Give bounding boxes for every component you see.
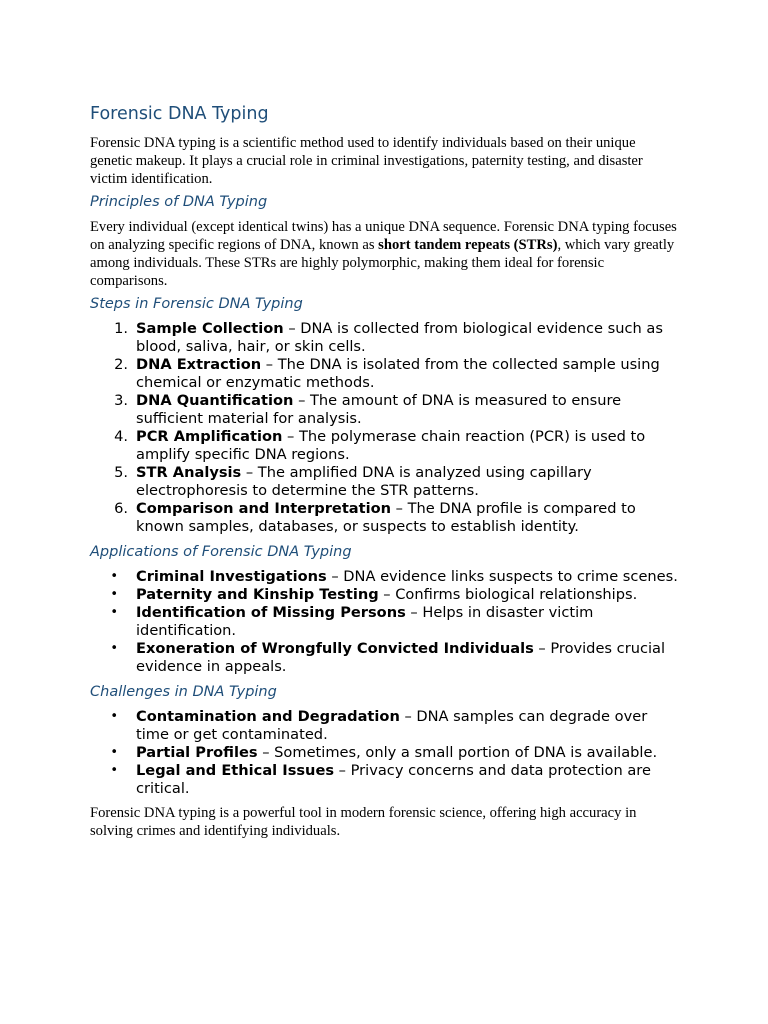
list-number: 4. [114,428,128,445]
list-item [90,356,680,392]
conclusion-paragraph: Forensic DNA typing is a powerful tool in modern forensic science, offering high accuracy in solving crimes and identifying individuals. [90,805,637,839]
challenges-list [90,708,680,798]
bullet-marker: • [110,587,118,602]
list-item [90,500,680,536]
item-term: Contamination and Degradation [136,708,400,725]
applications-list [90,568,680,676]
item-desc: – The DNA is isolated from the collected sample using chemical or enzymatic methods. [136,356,660,391]
intro-paragraph: Forensic DNA typing is a scientific method used to identify individuals based on their unique genetic makeup. It plays a crucial role in criminal investigations, paternity testing, and disaster victim identification. [90,135,643,187]
page-title: Forensic DNA Typing [90,104,269,124]
list-item [90,428,680,464]
item-term: DNA Quantification [136,392,294,409]
item-desc: – DNA samples can degrade over time or get contaminated. [136,708,648,743]
steps-heading: Steps in Forensic DNA Typing [90,296,303,312]
item-desc: – Privacy concerns and data protection are critical. [136,762,651,797]
item-desc: – Helps in disaster victim identification. [136,604,594,639]
list-number: 2. [114,356,128,373]
steps-list [90,320,680,536]
bullet-marker: • [110,745,118,760]
bullet-marker: • [110,709,118,724]
item-term: Paternity and Kinship Testing [136,586,379,603]
item-term: PCR Amplification [136,428,283,445]
item-term: Comparison and Interpretation [136,500,392,517]
list-number: 5. [114,464,128,481]
item-desc: – The polymerase chain reaction (PCR) is used to amplify specific DNA regions. [136,428,646,463]
item-desc: – The DNA profile is compared to known samples, databases, or suspects to establish identity. [136,500,636,535]
list-item [90,708,680,744]
item-term: DNA Extraction [136,356,262,373]
list-item [90,640,680,676]
item-term: STR Analysis [136,464,242,481]
list-number: 3. [114,392,128,409]
item-term: Sample Collection [136,320,284,337]
list-item [90,320,680,356]
list-item [90,464,680,500]
item-desc: – Sometimes, only a small portion of DNA is available. [257,744,658,761]
bullet-marker: • [110,605,118,620]
principles-text-after: , which vary greatly among individuals. These STRs are highly polymorphic, making them ideal for forensic comparisons. [90,237,675,289]
principles-heading: Principles of DNA Typing [90,194,268,210]
list-item [90,392,680,428]
principles-text-before: Every individual (except identical twins) has a unique DNA sequence. Forensic DNA typing focuses on analyzing specific regions of DNA, known as [90,219,677,253]
principles-paragraph [90,218,680,290]
item-term: Partial Profiles [136,744,258,761]
list-number: 1. [114,320,128,337]
challenges-heading: Challenges in DNA Typing [90,684,277,700]
principles-bold-term: short tandem repeats (STRs) [378,237,558,253]
item-desc: – The amount of DNA is measured to ensure sufficient material for analysis. [136,392,622,427]
applications-heading: Applications of Forensic DNA Typing [90,544,352,560]
item-desc: – DNA is collected from biological evidence such as blood, saliva, hair, or skin cells. [136,320,663,355]
item-term: Criminal Investigations [136,568,327,585]
list-item [90,586,680,604]
item-desc: – DNA evidence links suspects to crime scenes. [326,568,678,585]
list-number: 6. [114,500,128,517]
item-term: Legal and Ethical Issues [136,762,335,779]
document-body [90,102,680,844]
bullet-marker: • [110,569,118,584]
list-item [90,762,680,798]
item-desc: – Confirms biological relationships. [378,586,638,603]
list-item [90,604,680,640]
bullet-marker: • [110,763,118,778]
item-desc: – The amplified DNA is analyzed using capillary electrophoresis to determine the STR patterns. [136,464,592,499]
item-term: Identification of Missing Persons [136,604,406,621]
bullet-marker: • [110,641,118,656]
item-desc: – Provides crucial evidence in appeals. [136,640,666,675]
list-item [90,568,680,586]
list-item [90,744,680,762]
item-term: Exoneration of Wrongfully Convicted Individuals [136,640,534,657]
